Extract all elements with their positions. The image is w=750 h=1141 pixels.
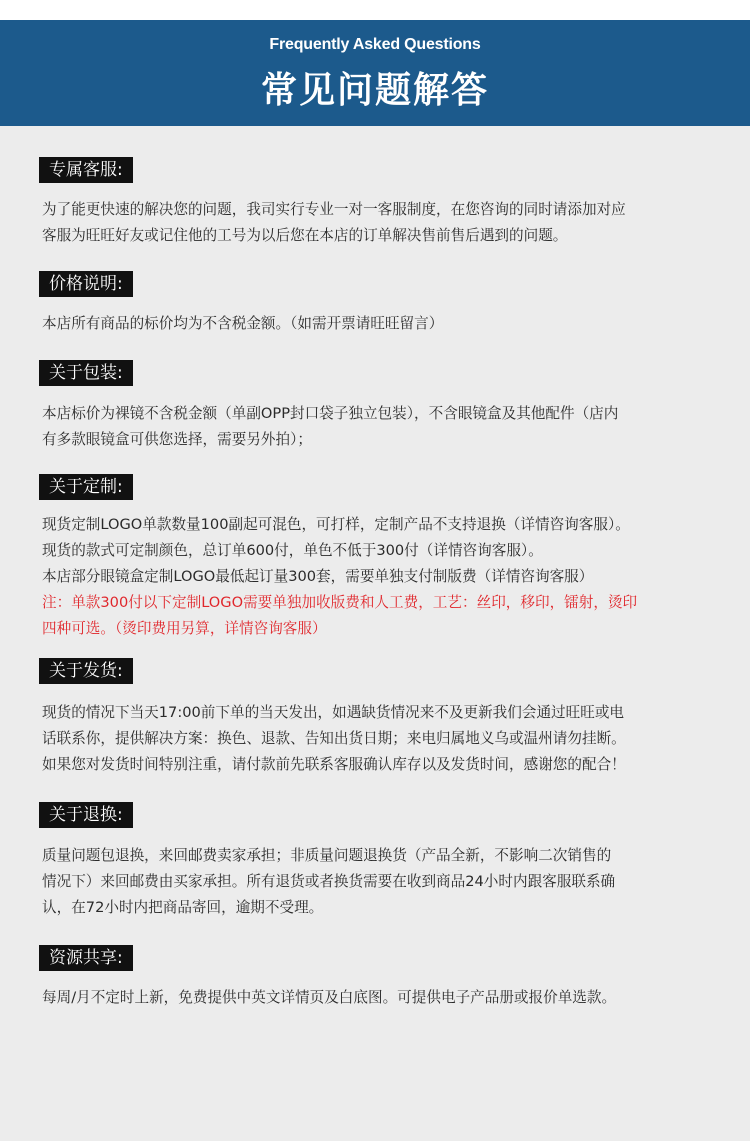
body-line: 本店标价为裸镜不含税金额（单副OPP封口袋子独立包装），不含眼镜盒及其他配件（店内	[42, 405, 619, 422]
section-title: 关于退换:	[39, 802, 133, 828]
section-title: 关于包装:	[39, 360, 133, 386]
top-white-strip	[0, 0, 750, 20]
body-line: 质量问题包退换，来回邮费卖家承担；非质量问题退换货（产品全新，不影响二次销售的	[42, 847, 612, 864]
body-line: 话联系你，提供解决方案：换色、退款、告知出货日期；来电归属地义乌或温州请勿挂断。	[42, 730, 626, 747]
section-title: 资源共享:	[39, 945, 133, 971]
body-line: 现货的情况下当天17:00前下单的当天发出，如遇缺货情况来不及更新我们会通过旺旺或电	[42, 704, 625, 721]
section-title: 专属客服:	[39, 157, 133, 183]
section-body	[42, 985, 732, 1011]
section-body	[42, 401, 732, 453]
note-line: 注：单款300付以下定制LOGO需要单独加收版费和人工费，工艺：丝印，移印，镭射，烫印	[42, 594, 638, 611]
header-title-chinese: 常见问题解答	[260, 70, 489, 111]
body-line: 现货的款式可定制颜色，总订单600付，单色不低于300付（详情咨询客服）。	[42, 542, 543, 559]
section-title: 价格说明:	[39, 271, 133, 297]
body-line: 本店所有商品的标价均为不含税金额。（如需开票请旺旺留言）	[42, 315, 444, 332]
body-line: 为了能更快速的解决您的问题，我司实行专业一对一客服制度，在您咨询的同时请添加对应	[42, 201, 626, 218]
faq-header-banner	[0, 20, 750, 126]
header-title-english: Frequently Asked Questions	[269, 36, 481, 53]
body-line: 情况下）来回邮费由买家承担。所有退货或者换货需要在收到商品24小时内跟客服联系确	[42, 873, 616, 890]
body-line: 客服为旺旺好友或记住他的工号为以后您在本店的订单解决售前售后遇到的问题。	[42, 227, 568, 244]
section-title: 关于发货:	[39, 658, 133, 684]
body-line: 现货定制LOGO单款数量100副起可混色，可打样，定制产品不支持退换（详情咨询客服）。	[42, 516, 630, 533]
body-line: 如果您对发货时间特别注重，请付款前先联系客服确认库存以及发货时间，感谢您的配合！	[42, 756, 626, 773]
section-body	[42, 311, 732, 337]
section-body	[42, 843, 732, 921]
section-body	[42, 700, 732, 778]
body-line: 认，在72小时内把商品寄回，逾期不受理。	[42, 899, 324, 916]
body-line: 本店部分眼镜盒定制LOGO最低起订量300套，需要单独支付制版费（详情咨询客服）	[42, 568, 594, 585]
section-body	[42, 197, 732, 249]
body-line: 每周/月不定时上新，免费提供中英文详情页及白底图。可提供电子产品册或报价单选款。	[42, 989, 617, 1006]
body-line: 有多款眼镜盒可供您选择，需要另外拍）；	[42, 431, 312, 448]
section-body	[42, 512, 732, 642]
note-line: 四种可选。（烫印费用另算，详情咨询客服）	[42, 620, 327, 637]
section-title: 关于定制:	[39, 474, 133, 500]
